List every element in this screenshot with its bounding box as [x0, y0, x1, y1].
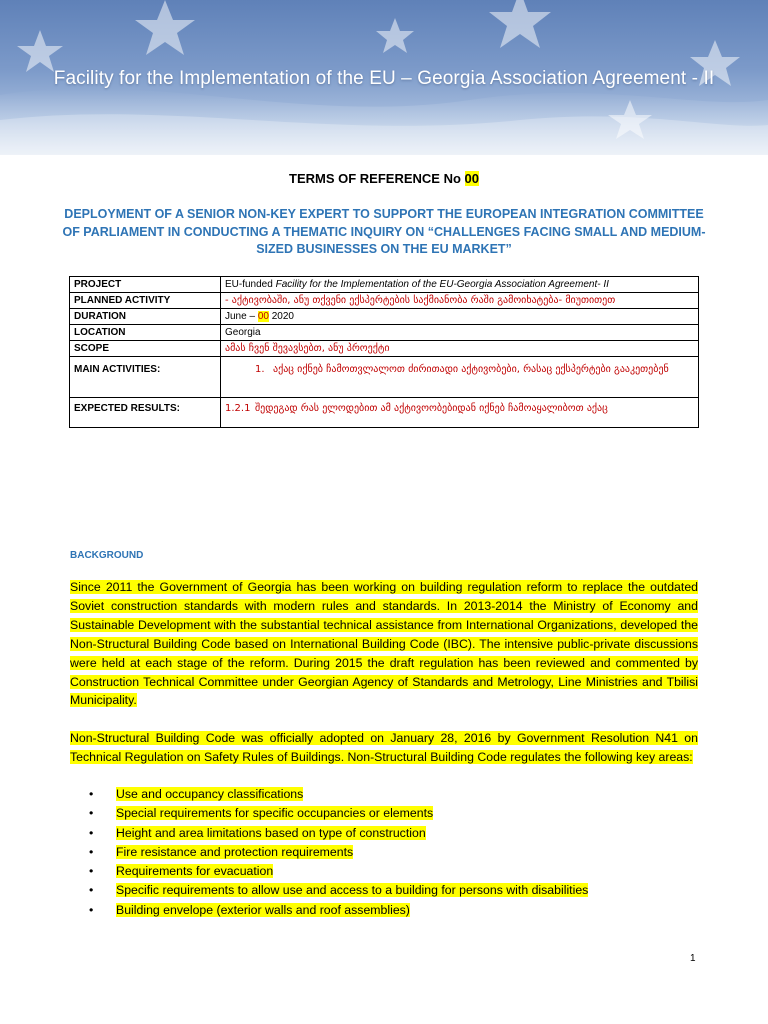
- project-value: [221, 277, 699, 293]
- bullet-icon: •: [89, 844, 94, 859]
- tor-label: TERMS OF REFERENCE No: [289, 171, 465, 186]
- location-label: LOCATION: [70, 325, 221, 341]
- key-area-text: Fire resistance and protection requirements: [116, 844, 354, 859]
- table-row: [70, 293, 699, 309]
- list-item: [70, 785, 698, 804]
- table-row: [70, 357, 699, 398]
- project-name: Facility for the Implementation of the EU-Georgia Association Agreement- II: [275, 279, 609, 290]
- list-item: [70, 843, 698, 862]
- key-area-text: Requirements for evacuation: [116, 864, 274, 879]
- main-activities-value: [221, 357, 699, 398]
- expected-results-value: [221, 398, 699, 428]
- page-number: 1: [690, 953, 696, 964]
- background-paragraph-1: [70, 578, 698, 710]
- table-row: [70, 309, 699, 325]
- bullet-icon: •: [89, 864, 94, 879]
- key-area-text: Building envelope (exterior walls and roof assemblies): [116, 902, 410, 917]
- table-row: [70, 277, 699, 293]
- scope-value: ამას ჩვენ შევავსებთ, ანუ პროექტი: [221, 341, 699, 357]
- key-areas-list: [70, 785, 698, 920]
- bullet-icon: •: [89, 806, 94, 821]
- scope-label: SCOPE: [70, 341, 221, 357]
- bullet-icon: •: [89, 883, 94, 898]
- list-item: [70, 862, 698, 881]
- background-paragraph-2: [70, 729, 698, 767]
- planned-activity-value: - აქტივობაში, ანუ თქვენი ექსპერტების საქმიანობა რაში გამოიხატება- მიუთითეთ: [221, 293, 699, 309]
- main-activities-label: MAIN ACTIVITIES:: [70, 357, 221, 398]
- expected-results-number: 1.2.1: [225, 403, 251, 414]
- list-item: [70, 901, 698, 920]
- key-area-text: Use and occupancy classifications: [116, 787, 304, 801]
- main-activities-number: 1.: [255, 364, 265, 375]
- location-value: Georgia: [221, 325, 699, 341]
- duration-prefix: June –: [225, 311, 258, 322]
- header-title: Facility for the Implementation of the EU – Georgia Association Agreement - II: [53, 68, 715, 89]
- key-area-text: Height and area limitations based on type of construction: [116, 825, 426, 840]
- duration-value: [221, 309, 699, 325]
- table-row: [70, 325, 699, 341]
- list-item: [70, 824, 698, 843]
- table-row: [70, 398, 699, 428]
- duration-label: DURATION: [70, 309, 221, 325]
- assignment-title: DEPLOYMENT OF A SENIOR NON-KEY EXPERT TO SUPPORT THE EUROPEAN INTEGRATION COMMITTEE OF PARLIAMENT IN CONDUCTING A THEMATIC INQUIRY ON “CHALLENGES FACING SMALL AND MEDIUM-SIZED BUSINESSES ON THE EU MARKET”: [62, 207, 706, 256]
- planned-activity-label: PLANNED ACTIVITY: [70, 293, 221, 309]
- table-row: [70, 341, 699, 357]
- background-heading: BACKGROUND: [70, 550, 144, 561]
- duration-highlight: 00: [257, 311, 269, 322]
- expected-results-label: EXPECTED RESULTS:: [70, 398, 221, 428]
- bullet-icon: •: [89, 825, 94, 840]
- key-area-text: Special requirements for specific occupancies or elements: [116, 806, 434, 821]
- header-banner: [0, 0, 768, 155]
- project-info-table: [69, 276, 699, 428]
- tor-number: 00: [464, 171, 479, 186]
- paragraph-1-text: Since 2011 the Government of Georgia has been working on building regulation reform to replace the outdated Soviet construction standards with modern rules and standards. In 2013-2014 the Ministry of Economy and Sustainable Development with the substantial technical assistance from International Organizations, developed the Non-Structural Building Code based on International Building Code (IBC). The intensive public-private discussions were held at each stage of the reform. During 2015 the draft regulation has been reviewed and commented by Construction Technical Committee under Georgian Agency of Standards and Metrology, Line Ministries and Tbilisi Municipality.: [70, 580, 698, 708]
- bullet-icon: •: [89, 902, 94, 917]
- main-activities-text: აქაც იქნებ ჩამოთვლალოთ ძირითადი აქტივობები, რასაც ექსპერტები გააკეთებენ: [273, 364, 669, 375]
- expected-results-text: შედეგად რას ელოდებით ამ აქტივოობებიდან იქნებ ჩამოაყალიბოთ აქაც: [255, 403, 608, 414]
- bullet-icon: •: [89, 787, 94, 801]
- duration-suffix: 2020: [268, 311, 294, 322]
- list-item: [70, 881, 698, 900]
- terms-of-reference-heading: [0, 171, 768, 186]
- project-prefix: EU-funded: [225, 279, 276, 290]
- project-label: PROJECT: [70, 277, 221, 293]
- key-area-text: Specific requirements to allow use and access to a building for persons with disabilities: [116, 883, 589, 898]
- list-item: [70, 804, 698, 823]
- paragraph-2-text: Non-Structural Building Code was officially adopted on January 28, 2016 by Government Resolution N41 on Technical Regulation on Safety Rules of Buildings. Non-Structural Building Code regulates the following key areas:: [70, 731, 698, 764]
